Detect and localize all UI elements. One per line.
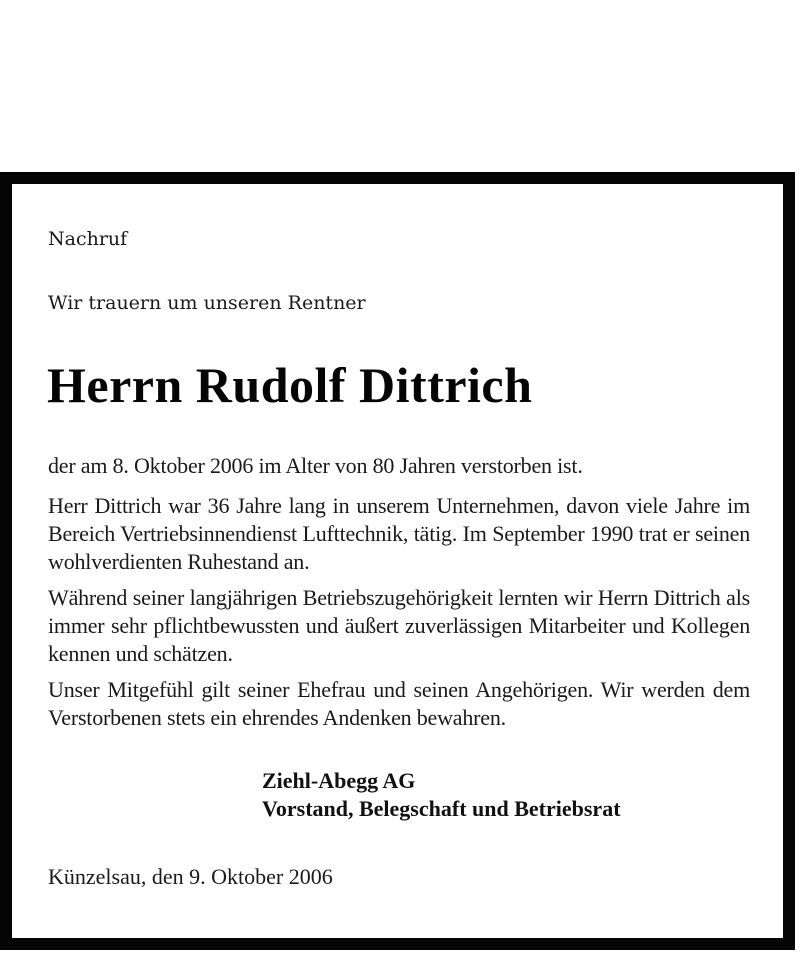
paragraph-death-date: der am 8. Oktober 2006 im Alter von 80 Jahren verstorben ist. [48, 453, 583, 478]
paragraph-tribute: Während seiner langjährigen Betriebszugehörigkeit lernten wir Herrn Dittrich als immer sehr pflichtbewussten und äußert zuverlässigen Mitarbeiter und Kollegen kennen und schätzen. [48, 585, 750, 666]
signature-company: Ziehl-Abegg AG [262, 768, 416, 793]
notice-heading: Nachruf [48, 228, 128, 250]
deceased-name: Herrn Rudolf Dittrich [47, 357, 533, 413]
paragraph-career: Herr Dittrich war 36 Jahre lang in unserem Unternehmen, davon viele Jahre im Bereich Vertriebsinnendienst Lufttechnik, tätig. Im September 1990 trat er seinen wohlverdienten Ruhestand an. [48, 493, 750, 574]
place-date: Künzelsau, den 9. Oktober 2006 [48, 864, 333, 889]
obituary-frame [0, 172, 795, 950]
signature-groups: Vorstand, Belegschaft und Betriebsrat [262, 796, 621, 821]
notice-intro: Wir trauern um unseren Rentner [48, 292, 366, 314]
paragraph-condolences: Unser Mitgefühl gilt seiner Ehefrau und seinen Angehörigen. Wir werden dem Verstorbenen stets ein ehrendes Andenken bewahren. [48, 677, 750, 730]
